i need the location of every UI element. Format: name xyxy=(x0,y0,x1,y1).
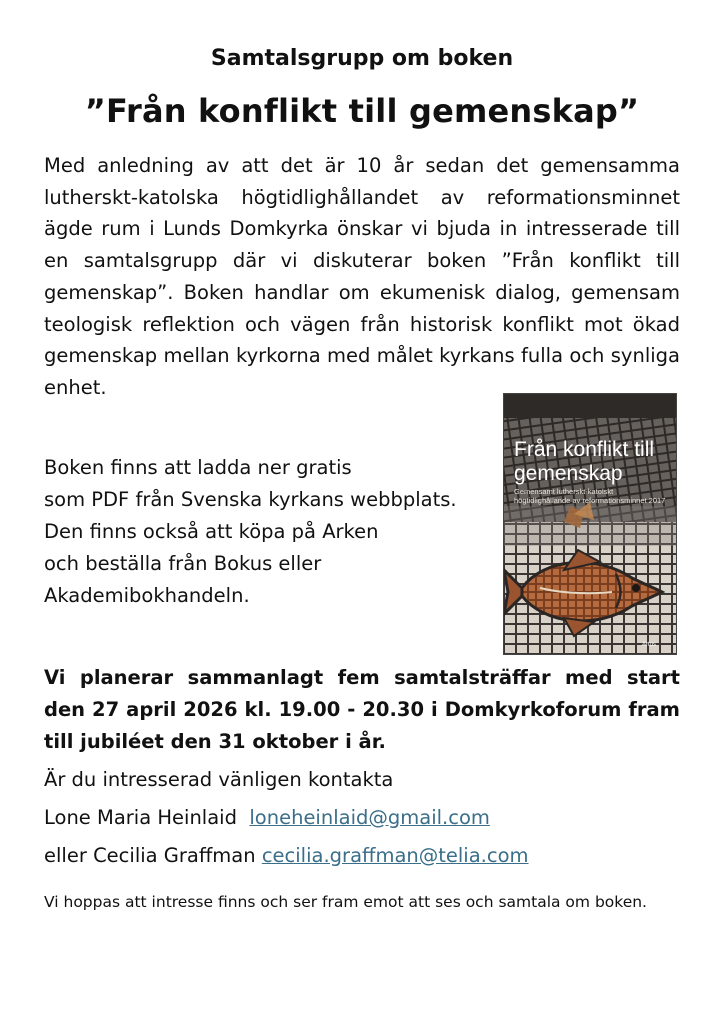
contact-name-1: Lone Maria Heinlaid xyxy=(44,806,237,829)
cover-title-line-2: gemenskap xyxy=(514,462,623,485)
book-title-heading: ”Från konflikt till gemenskap” xyxy=(84,92,640,130)
cover-subtitle-line-2: högtidlighållande av reformationsminnet 2017 xyxy=(514,496,666,505)
cover-title-line-1: Från konflikt till xyxy=(514,438,655,461)
availability-line: och beställa från Bokus eller xyxy=(44,552,322,575)
closing-paragraph: Vi hoppas att intresse finns och ser fram emot att ses och samtala om boken. xyxy=(44,893,647,911)
event-subtitle: Samtalsgrupp om boken xyxy=(210,46,514,71)
availability-line: som PDF från Svenska kyrkans webbplats. xyxy=(44,488,457,511)
cover-subtitle-line-1: Gemensamt lutherskt-katolskt xyxy=(514,487,614,496)
availability-paragraph xyxy=(44,452,504,612)
book-cover-image xyxy=(504,394,676,654)
availability-line: Akademibokhandeln. xyxy=(44,584,250,607)
contact-name-2: Cecilia Graffman xyxy=(93,844,256,867)
cover-publisher: Artos xyxy=(642,642,657,648)
email-link-2[interactable]: cecilia.graffman@telia.com xyxy=(261,844,529,867)
intro-paragraph: Med anledning av att det är 10 år sedan det gemensamma lutherskt-katolska högtidlighållandet av reformationsminnet ägde rum i Lunds Domkyrka önskar vi bjuda in intresserade till en samtalsgrupp där vi diskuterar boken ”Från konflikt till gemenskap”. Boken handlar om ekumenisk dialog, gemensam teologisk reflektion och vägen från historisk konflikt mot ökad gemenskap mellan kyrkorna med målet kyrkans fulla och synliga enhet. xyxy=(44,154,680,399)
contact-person-1 xyxy=(44,806,490,830)
availability-line: Den finns också att köpa på Arken xyxy=(44,520,379,543)
email-link-1[interactable]: loneheinlaid@gmail.com xyxy=(249,806,490,829)
contact-intro: Är du intresserad vänligen kontakta xyxy=(44,768,394,791)
contact-person-2 xyxy=(44,844,529,868)
availability-line: Boken finns att ladda ner gratis xyxy=(44,456,352,479)
contact-connector: eller xyxy=(44,844,87,867)
meeting-plan-paragraph: Vi planerar sammanlagt fem samtalsträffar med start den 27 april 2026 kl. 19.00 - 20.30 i Domkyrkoforum fram till jubiléet den 31 oktober i år. xyxy=(44,666,680,753)
